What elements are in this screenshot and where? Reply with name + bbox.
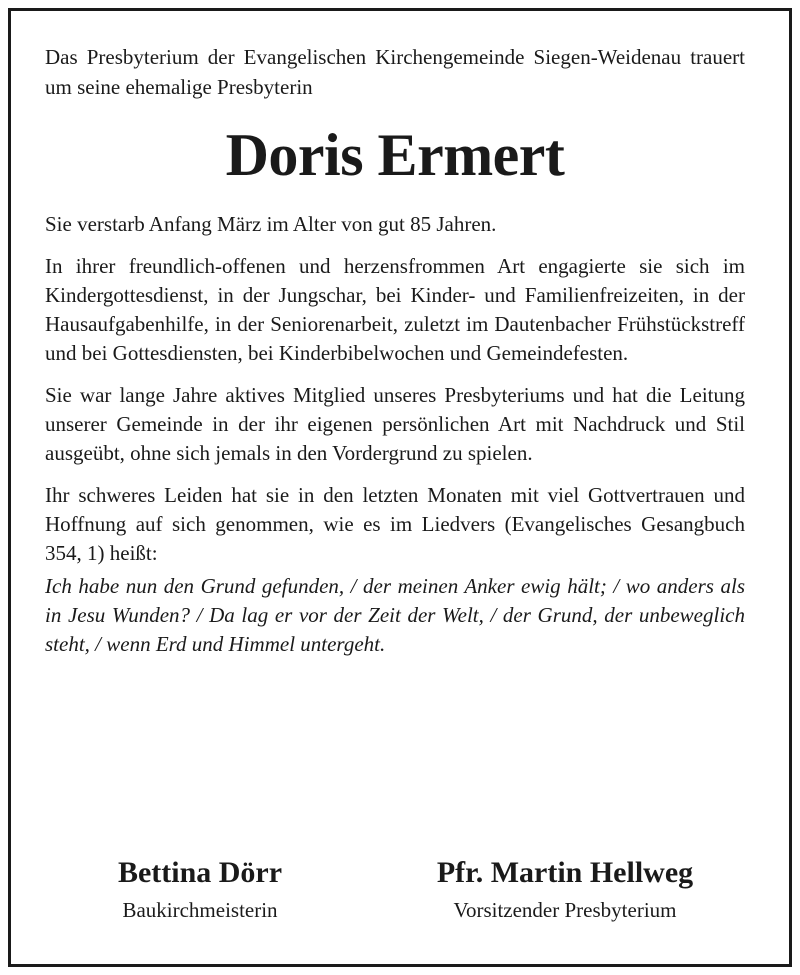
signer-role: Baukirchmeisterin [122, 898, 278, 922]
paragraph-suffering: Ihr schweres Leiden hat sie in den letzten Monaten mit viel Gottvertrauen und Hoffnung auf sich genommen, wie es im Liedvers (Evangelisches Gesangbuch 354, 1) heißt: [45, 483, 745, 565]
signer-role: Vorsitzender Presbyterium [453, 898, 677, 922]
signer-name: Bettina Dörr [117, 856, 283, 889]
deceased-name: Doris Ermert [225, 122, 565, 188]
signature-left [50, 855, 350, 923]
signatures [0, 855, 800, 923]
obituary-notice [45, 42, 745, 659]
intro-text: Das Presbyterium der Evangelischen Kirchengemeinde Siegen-Weidenau trauert um seine ehemalige Presbyterin [45, 45, 745, 99]
paragraph-engagement: In ihrer freundlich-offenen und herzensfrommen Art engagierte sie sich im Kindergottesdienst, in der Jungschar, bei Kinder- und Familienfreizeiten, in der Hausaufgabenhilfe, in der Seniorenarbeit, zuletzt im Dautenbacher Frühstückstreff und bei Gottesdiensten, bei Kinderbibelwochen und Gemeindefesten. [45, 254, 745, 365]
signature-right [395, 855, 735, 923]
hymn-verse: Ich habe nun den Grund gefunden, / der meinen Anker ewig hält; / wo anders als in Jesu Wunden? / Da lag er vor der Zeit der Welt, / der Grund, der unbeweglich steht, / wenn Erd und Himmel untergeht. [45, 574, 745, 656]
paragraph-death: Sie verstarb Anfang März im Alter von gut 85 Jahren. [45, 212, 497, 236]
signer-name: Pfr. Martin Hellweg [436, 856, 694, 889]
paragraph-presbytery: Sie war lange Jahre aktives Mitglied unseres Presbyteriums und hat die Leitung unserer Gemeinde in der ihr eigenen persönlichen Art mit Nachdruck und Stil ausgeübt, ohne sich jemals in den Vordergrund zu spielen. [45, 383, 745, 465]
